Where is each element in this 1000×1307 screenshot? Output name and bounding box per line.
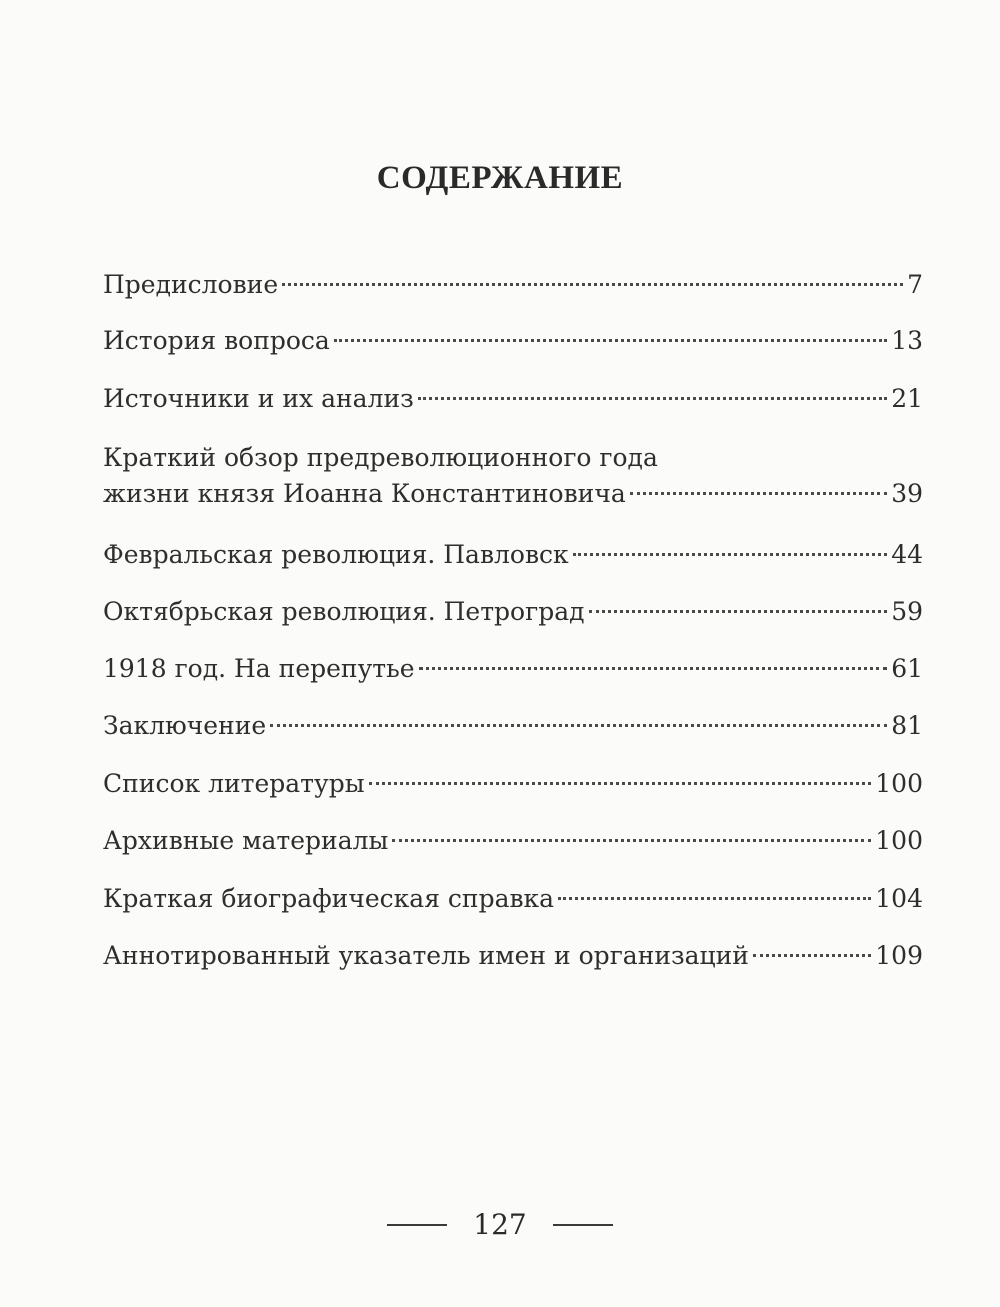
toc-entry-title: Октябрьская революция. Петроград	[103, 597, 585, 626]
toc-entry	[103, 267, 923, 303]
dot-leader	[270, 724, 887, 727]
dot-leader	[753, 954, 871, 957]
toc-entry	[103, 651, 923, 687]
toc-entry-page: 44	[891, 540, 923, 569]
dot-leader	[392, 839, 871, 842]
page-number: 127	[473, 1208, 527, 1241]
toc-entry-title: Февральская революция. Павловск	[103, 540, 569, 569]
footer-rule-right	[553, 1224, 613, 1226]
toc-entry-page: 100	[875, 826, 923, 855]
page-title: СОДЕРЖАНИЕ	[376, 160, 624, 196]
toc-entry-title: Источники и их анализ	[103, 384, 414, 413]
toc-entry-page: 59	[891, 597, 923, 626]
toc-entry	[103, 381, 923, 417]
toc-entry-title: Краткая биографическая справка	[103, 884, 555, 913]
toc-entry	[103, 537, 923, 573]
toc-entry-title: Аннотированный указатель имен и организаций	[103, 941, 749, 970]
toc-entry	[103, 823, 923, 859]
toc-entry-page: 7	[907, 270, 923, 299]
toc-entry-page: 61	[891, 654, 923, 683]
dot-leader	[334, 339, 887, 342]
toc-entry-title-line1: Краткий обзор предреволюционного года	[103, 443, 658, 472]
toc-entry-title: Заключение	[103, 711, 267, 740]
dot-leader	[418, 397, 887, 400]
dot-leader	[369, 782, 872, 785]
toc-entry	[103, 881, 923, 917]
toc-entry-title: 1918 год. На перепутье	[103, 654, 415, 683]
toc-entry-page: 104	[875, 884, 923, 913]
toc-entry-page: 39	[891, 479, 923, 508]
toc-entry-title: жизни князя Иоанна Константиновича	[103, 479, 626, 508]
dot-leader	[573, 553, 888, 556]
toc-entry-title: История вопроса	[103, 326, 330, 355]
toc-entry	[103, 594, 923, 630]
toc-entry	[103, 323, 923, 359]
toc-entry-page: 81	[891, 711, 923, 740]
dot-leader	[630, 492, 887, 495]
dot-leader	[419, 667, 888, 670]
toc-entry	[103, 708, 923, 744]
toc-entry-title: Предисловие	[103, 270, 279, 299]
dot-leader	[558, 897, 871, 900]
page-footer	[0, 1208, 1000, 1241]
toc-entry-page: 100	[875, 769, 923, 798]
dot-leader	[282, 283, 903, 286]
toc-entry-page: 13	[891, 326, 923, 355]
toc-entry	[103, 440, 923, 512]
toc-entry	[103, 938, 923, 974]
toc-entry-title: Список литературы	[103, 769, 365, 798]
toc-entry-page: 109	[875, 941, 923, 970]
toc-entry	[103, 766, 923, 802]
toc-entry-title: Архивные материалы	[103, 826, 389, 855]
toc-entry-page: 21	[891, 384, 923, 413]
dot-leader	[589, 610, 888, 613]
footer-rule-left	[387, 1224, 447, 1226]
